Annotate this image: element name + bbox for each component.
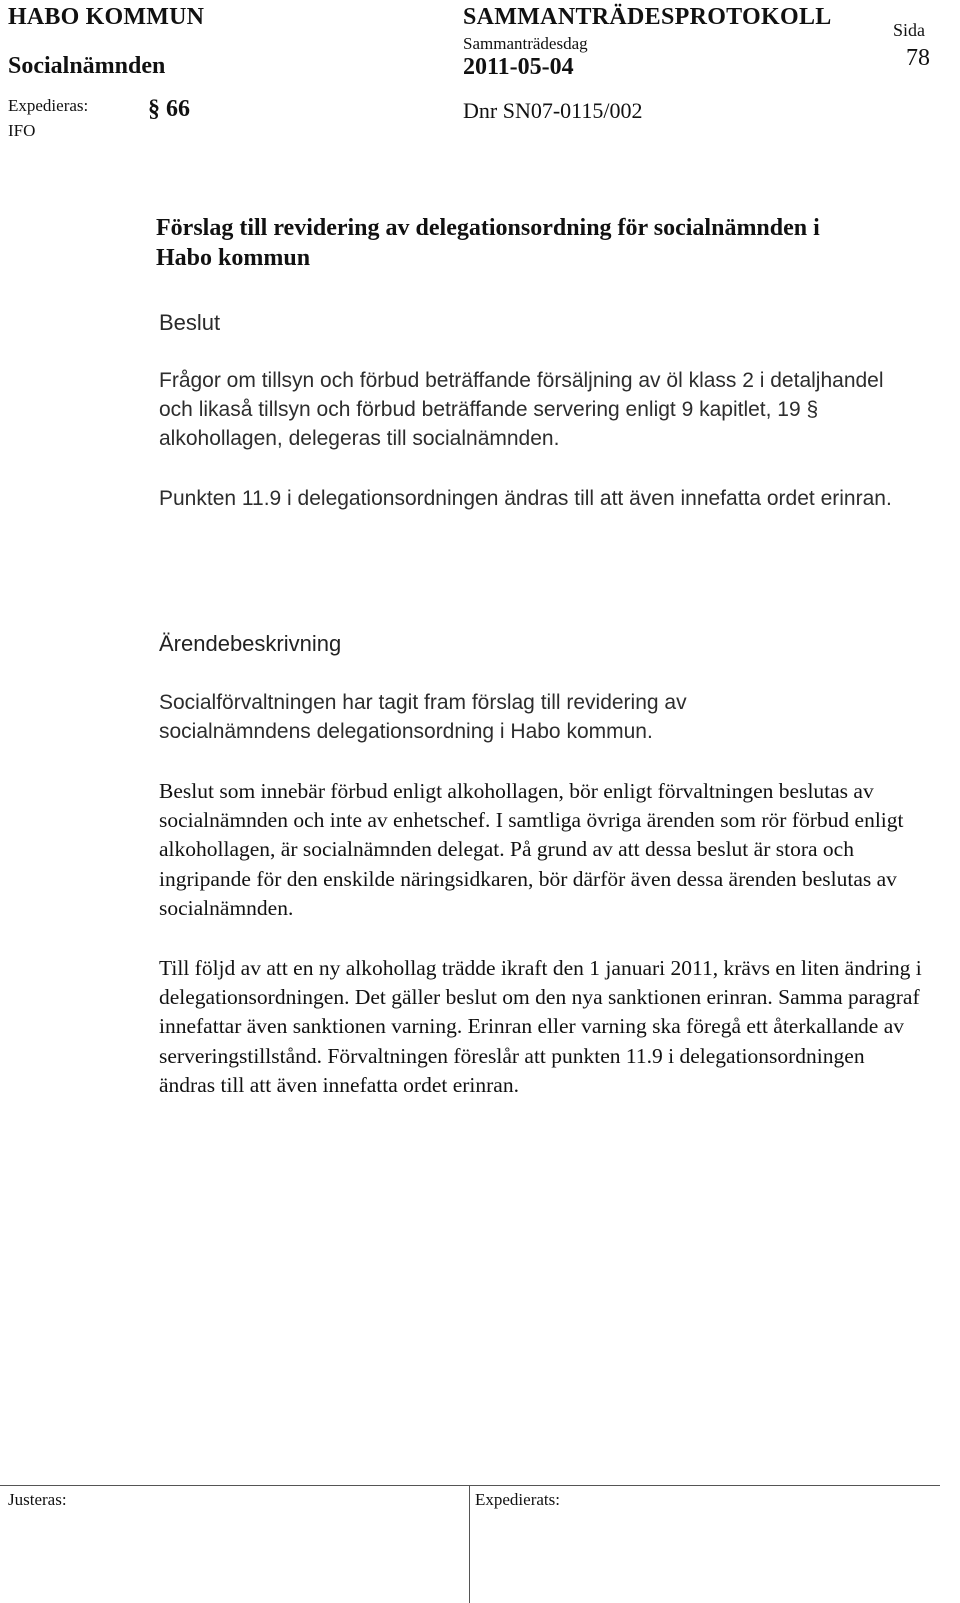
expedierats-label: Expedierats:	[475, 1490, 560, 1509]
decision-paragraph-2: Punkten 11.9 i delegationsordningen ändras till att även innefatta ordet erinran.	[159, 487, 892, 510]
paragraph-number	[148, 96, 190, 123]
justeras-label: Justeras:	[8, 1490, 67, 1509]
footer-divider	[0, 1485, 940, 1486]
organization-name: HABO KOMMUN	[8, 4, 205, 30]
section-symbol: §	[148, 96, 160, 122]
paragraph-number-value: 66	[166, 96, 190, 122]
decision-paragraph-1: Frågor om tillsyn och förbud beträffande försäljning av öl klass 2 i detaljhandel och likaså tillsyn och förbud beträffande servering enligt 9 kapitlet, 19 § alkohollagen, delegeras till socialnämnden.	[159, 369, 884, 450]
department-name: Socialnämnden	[8, 53, 166, 79]
page-number: 78	[906, 45, 930, 71]
meeting-date-label: Sammanträdesdag	[463, 34, 588, 53]
description-section	[159, 629, 919, 659]
document-heading	[156, 213, 896, 273]
footer-vertical-divider	[469, 1486, 470, 1603]
meeting-date: 2011-05-04	[463, 54, 574, 80]
description-paragraph-2: Beslut som innebär förbud enligt alkohollagen, bör enligt förvaltningen beslutas av socialnämnden och inte av enhetschef. I samtliga övriga ärenden som rör förbud enligt alkohollagen, är socialnämnden delegat. På grund av att dessa beslut är stora och ingripande för den enskilde näringsidkaren, bör därför även dessa ärenden beslutas av socialnämnden.	[159, 779, 904, 920]
decision-section	[159, 308, 919, 338]
description-heading: Ärendebeskrivning	[159, 631, 342, 656]
description-paragraph-3: Till följd av att en ny alkohollag trädde ikraft den 1 januari 2011, krävs en liten ändring i delegationsordningen. Det gäller beslut om den nya sanktionen erinran. Samma paragraf innefattar även sanktionen varning. Erinran eller varning ska föregå ett återkallande av serveringstillstånd. Förvaltningen föreslår att punkten 11.9 i delegationsordningen ändras till att även innefatta ordet erinran.	[159, 956, 922, 1097]
expedieras-label: Expedieras:	[8, 96, 89, 115]
expedieras-value: IFO	[8, 121, 36, 140]
document-heading-line-2: Habo kommun	[156, 245, 311, 271]
decision-heading: Beslut	[159, 310, 221, 335]
dnr-number: Dnr SN07-0115/002	[463, 98, 643, 123]
page-label: Sida	[893, 20, 926, 40]
document-heading-line-1: Förslag till revidering av delegationsordning för socialnämnden i	[156, 215, 820, 241]
document-title: SAMMANTRÄDESPROTOKOLL	[463, 4, 832, 30]
description-paragraph-1: Socialförvaltningen har tagit fram förslag till revidering av socialnämndens delegationsordning i Habo kommun.	[159, 691, 687, 743]
